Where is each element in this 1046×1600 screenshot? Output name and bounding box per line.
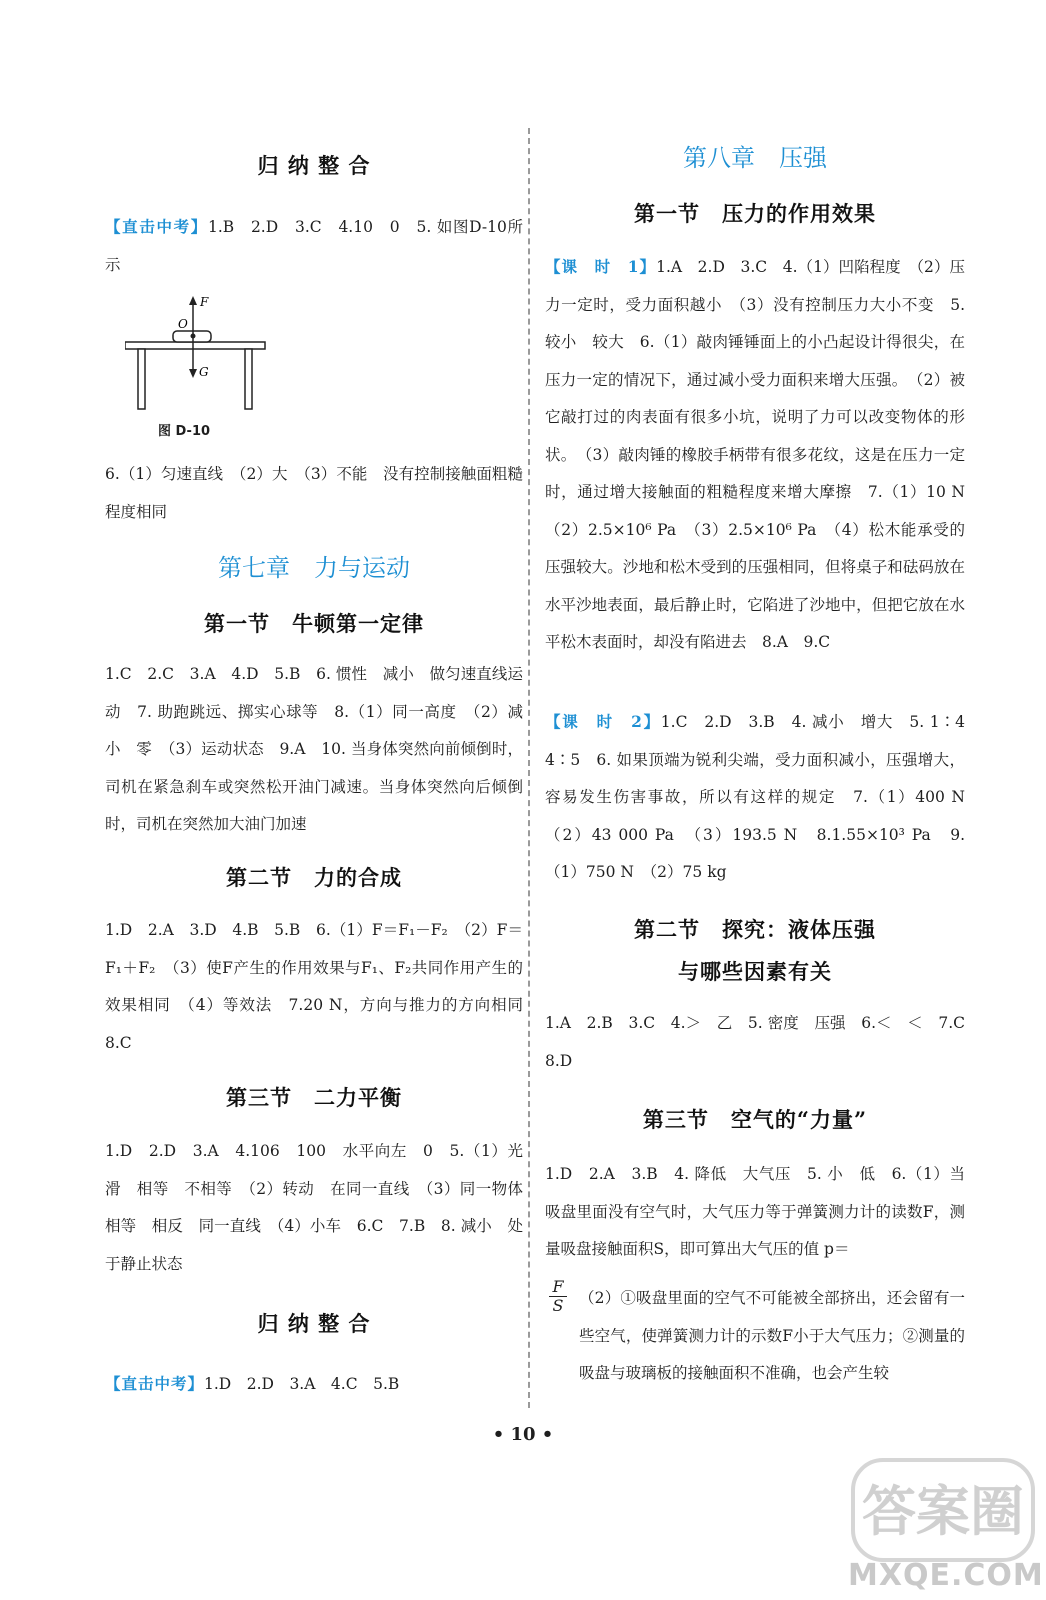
lesson-1-tag: 【课 时 1】 (545, 257, 657, 276)
section-title-force-composition: 第二节 力的合成 (226, 865, 402, 890)
column-divider (528, 128, 530, 1408)
table-leg-left (138, 349, 145, 409)
label-g: G (199, 365, 209, 379)
section-title-liquid-pressure-line-1: 第二节 探究：液体压强 (634, 917, 876, 942)
watermark-logo-text: 答案圈 (862, 1480, 1024, 1543)
label-f: F (200, 295, 209, 309)
watermark-logo (843, 1455, 1043, 1565)
section-title-newton-first-law: 第一节 牛顿第一定律 (204, 611, 424, 636)
exam-tag: 【直击中考】 (105, 1374, 205, 1393)
force-g-arrowhead (189, 369, 197, 378)
watermark-site: MXQE.COM (848, 1558, 1044, 1593)
section-title-air-force: 第三节 空气的“力量” (642, 1107, 868, 1132)
two-force-balance-answers: 1.D 2.D 3.A 4.106 100 水平向左 0 5.（1）光滑 相等 不相等 （2）转动 在同一直线 （3）同一物体 相等 相反 同一直线 （4）小车 6.C 7.B 8. 减小 处于静止状态 (105, 1142, 539, 1273)
label-o: O (178, 317, 188, 331)
center-point (191, 334, 196, 339)
table-leg-right (245, 349, 252, 409)
force-f-arrowhead (189, 296, 197, 305)
chapter-8-title: 第八章 压强 (683, 144, 827, 172)
summary-2-answers (105, 1365, 523, 1404)
summary-2-text: 1.D 2.D 3.A 4.C 5.B (204, 1375, 400, 1393)
chapter-7-title: 第七章 力与运动 (218, 554, 410, 582)
summary-1-text: 1.B 2.D 3.C 4.10 0 5. 如图D-10所示 (105, 218, 523, 274)
page-number: • 10 • (492, 1424, 554, 1445)
section-title-pressure-effect: 第一节 压力的作用效果 (634, 201, 876, 226)
table-top (125, 342, 265, 349)
fraction-f-over-s (549, 1278, 567, 1315)
liquid-pressure-answers: 1.A 2.B 3.C 4.＞ 乙 5. 密度 压强 6.＜ ＜ 7.C 8.D (545, 1014, 981, 1070)
lesson-2-text: 1.C 2.D 3.B 4. 减小 增大 5. 1∶4 4∶5 6. 如果顶端为锐利尖端，受力面积减小，压强增大，容易发生伤害事故，所以有这样的规定 7.（1）400 N （2）43 000 Pa （3）193.5 N 8.1.55×10³ Pa 9.（1）750 N （2）75 kg (545, 713, 981, 881)
section-title-summary-1: 归 纳 整 合 (257, 153, 371, 178)
lesson-1-text: 1.A 2.D 3.C 4.（1）凹陷程度 （2）压力一定时，受力面积越小 （3）没有控制压力大小不变 5. 较小 较大 6.（1）敲肉锤锤面上的小凸起设计得很尖，在压力一定的情况下，通过减小受力面积来增大压强。 （2）被它敲打过的肉表面有很多小坑，说明了力可以改变物体的形状。 （3）敲肉锤的橡胶手柄带有很多花纹，这是在压力一定时，通过增大接触面的粗糙程度来增大摩擦 7.（1）10 N （2）2.5×10⁶ Pa （3）2.5×10⁶ Pa （4）松木能承受的压强较大。沙地和松木受到的压强相同，但将桌子和砝码放在水平沙地表面，最后静止时，它陷进了沙地中，但把它放在水平松木表面时，却没有陷进去 8.A 9.C (545, 258, 981, 651)
fraction-numerator: F (549, 1278, 567, 1297)
summary-1-answers (105, 208, 523, 284)
figure-caption: 图 D-10 (158, 424, 211, 439)
exam-tag: 【直击中考】 (105, 217, 208, 236)
newton-first-law-answers: 1.C 2.C 3.A 4.D 5.B 6. 惯性 减小 做匀速直线运动 7. 助跑跳远、掷实心球等 8.（1）同一高度 （2）减小 零 （3）运动状态 9.A 10. 当身体突然向前倾倒时，司机在紧急刹车或突然松开油门减速。当身体突然向后倾倒时，司机在突然加大油门加速 (105, 665, 523, 833)
fraction-denominator: S (552, 1296, 564, 1315)
summary-1-q6: 6.（1）匀速直线 （2）大 （3）不能 没有控制接触面粗糙程度相同 (105, 465, 523, 521)
air-force-answers-part-2: （2）①吸盘里面的空气不可能被全部挤出，还会留有一些空气，使弹簧测力计的示数F小于大气压力；②测量的吸盘与玻璃板的接触面积不准确，也会产生较 (579, 1289, 965, 1382)
force-composition-answers: 1.D 2.A 3.D 4.B 5.B 6.（1）F＝F₁－F₂ （2）F＝F₁＋F₂ （3）使F产生的作用效果与F₁、F₂共同作用产生的效果相同 （4）等效法 7.20 N，方向与推力的方向相同 8.C (105, 921, 539, 1052)
section-title-liquid-pressure-line-2: 与哪些因素有关 (678, 959, 832, 984)
section-title-summary-2: 归 纳 整 合 (257, 1311, 371, 1336)
pressure-effect-lesson-1 (545, 248, 981, 662)
lesson-2-tag: 【课 时 2】 (545, 712, 661, 731)
section-title-two-force-balance: 第三节 二力平衡 (226, 1085, 402, 1110)
pressure-effect-lesson-2 (545, 703, 981, 892)
air-force-answers-part-1: 1.D 2.A 3.B 4. 降低 大气压 5. 小 低 6.（1）当吸盘里面没有空气时，大气压力等于弹簧测力计的读数F，测量吸盘接触面积S，即可算出大气压的值 p＝ (545, 1165, 965, 1258)
